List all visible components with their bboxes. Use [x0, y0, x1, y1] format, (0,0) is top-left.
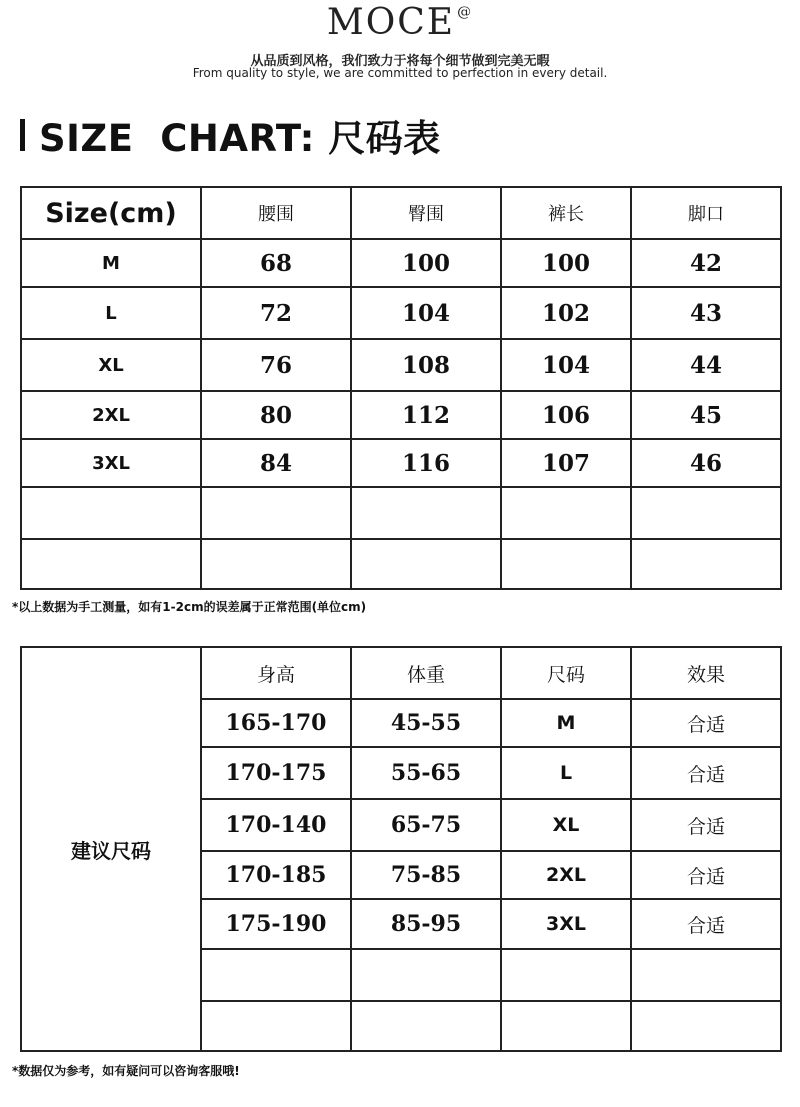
- table-row: [21, 391, 781, 439]
- size-label: 3XL: [21, 439, 201, 487]
- size-label: 3XL: [501, 899, 631, 949]
- size-table: [20, 186, 782, 590]
- fit-effect: 合适: [631, 747, 781, 799]
- recommended-size-label: 建议尺码: [21, 647, 201, 1051]
- size-label: [501, 949, 631, 1001]
- height-range: 175-190: [201, 899, 351, 949]
- length-value: 100: [501, 239, 631, 287]
- leg-opening-value: 44: [631, 339, 781, 391]
- hip-value: 100: [351, 239, 501, 287]
- size-label: L: [21, 287, 201, 339]
- size-label: [21, 487, 201, 539]
- table-row: [21, 287, 781, 339]
- waist-value: 72: [201, 287, 351, 339]
- table-row: [21, 439, 781, 487]
- brand-name: MOCE: [326, 2, 456, 43]
- size-label: M: [21, 239, 201, 287]
- length-value: 106: [501, 391, 631, 439]
- weight-range: [351, 949, 501, 1001]
- fit-effect: 合适: [631, 851, 781, 899]
- leg-opening-value: 46: [631, 439, 781, 487]
- measurement-note: *以上数据为手工测量，如有1-2cm的误差属于正常范围(单位cm): [12, 600, 367, 614]
- table-row-empty: [21, 487, 781, 539]
- reference-note: *数据仅为参考，如有疑问可以咨询客服哦!: [12, 1064, 240, 1078]
- size-label: XL: [501, 799, 631, 851]
- header-weight: 体重: [351, 647, 501, 699]
- height-range: [201, 1001, 351, 1051]
- leg-opening-value: [631, 539, 781, 589]
- table-row: [21, 339, 781, 391]
- weight-range: 45-55: [351, 699, 501, 747]
- leg-opening-value: 43: [631, 287, 781, 339]
- heading-bar: [20, 119, 25, 151]
- hip-value: 116: [351, 439, 501, 487]
- waist-value: [201, 487, 351, 539]
- size-label: [501, 1001, 631, 1051]
- height-range: [201, 949, 351, 1001]
- hip-value: [351, 487, 501, 539]
- rec-table-header-row: [21, 647, 781, 699]
- table-row: [21, 239, 781, 287]
- fit-effect: [631, 949, 781, 1001]
- height-range: 165-170: [201, 699, 351, 747]
- height-range: 170-175: [201, 747, 351, 799]
- recommended-size-table: [20, 646, 782, 1052]
- hip-value: 104: [351, 287, 501, 339]
- fit-effect: 合适: [631, 799, 781, 851]
- length-value: [501, 539, 631, 589]
- size-table-header-row: [21, 187, 781, 239]
- size-label: XL: [21, 339, 201, 391]
- weight-range: 85-95: [351, 899, 501, 949]
- hip-value: [351, 539, 501, 589]
- header-waist: 腰围: [201, 187, 351, 239]
- height-range: 170-185: [201, 851, 351, 899]
- leg-opening-value: [631, 487, 781, 539]
- header-size: 尺码: [501, 647, 631, 699]
- tagline-english: From quality to style, we are committed to perfection in every detail.: [192, 66, 608, 80]
- fit-effect: 合适: [631, 699, 781, 747]
- size-label: L: [501, 747, 631, 799]
- header-height: 身高: [201, 647, 351, 699]
- waist-value: 76: [201, 339, 351, 391]
- header-leg-opening: 脚口: [631, 187, 781, 239]
- header-effect: 效果: [631, 647, 781, 699]
- size-label: 2XL: [21, 391, 201, 439]
- height-range: 170-140: [201, 799, 351, 851]
- weight-range: [351, 1001, 501, 1051]
- length-value: 104: [501, 339, 631, 391]
- leg-opening-value: 45: [631, 391, 781, 439]
- brand-logo: [0, 2, 800, 43]
- waist-value: 84: [201, 439, 351, 487]
- size-label: [21, 539, 201, 589]
- header-hip: 臀围: [351, 187, 501, 239]
- header-length: 裤长: [501, 187, 631, 239]
- fit-effect: 合适: [631, 899, 781, 949]
- waist-value: 68: [201, 239, 351, 287]
- waist-value: [201, 539, 351, 589]
- table-row-empty: [21, 539, 781, 589]
- size-label: M: [501, 699, 631, 747]
- leg-opening-value: 42: [631, 239, 781, 287]
- tagline-chinese: 从品质到风格，我们致力于将每个细节做到完美无暇: [250, 54, 550, 69]
- length-value: [501, 487, 631, 539]
- hip-value: 108: [351, 339, 501, 391]
- header-size: Size(cm): [21, 187, 201, 239]
- size-label: 2XL: [501, 851, 631, 899]
- length-value: 107: [501, 439, 631, 487]
- weight-range: 65-75: [351, 799, 501, 851]
- brand-mark: @: [457, 4, 474, 20]
- weight-range: 55-65: [351, 747, 501, 799]
- heading-text: SIZE CHART: 尺码表: [39, 117, 441, 160]
- size-chart-heading: [20, 110, 441, 160]
- length-value: 102: [501, 287, 631, 339]
- waist-value: 80: [201, 391, 351, 439]
- weight-range: 75-85: [351, 851, 501, 899]
- hip-value: 112: [351, 391, 501, 439]
- fit-effect: [631, 1001, 781, 1051]
